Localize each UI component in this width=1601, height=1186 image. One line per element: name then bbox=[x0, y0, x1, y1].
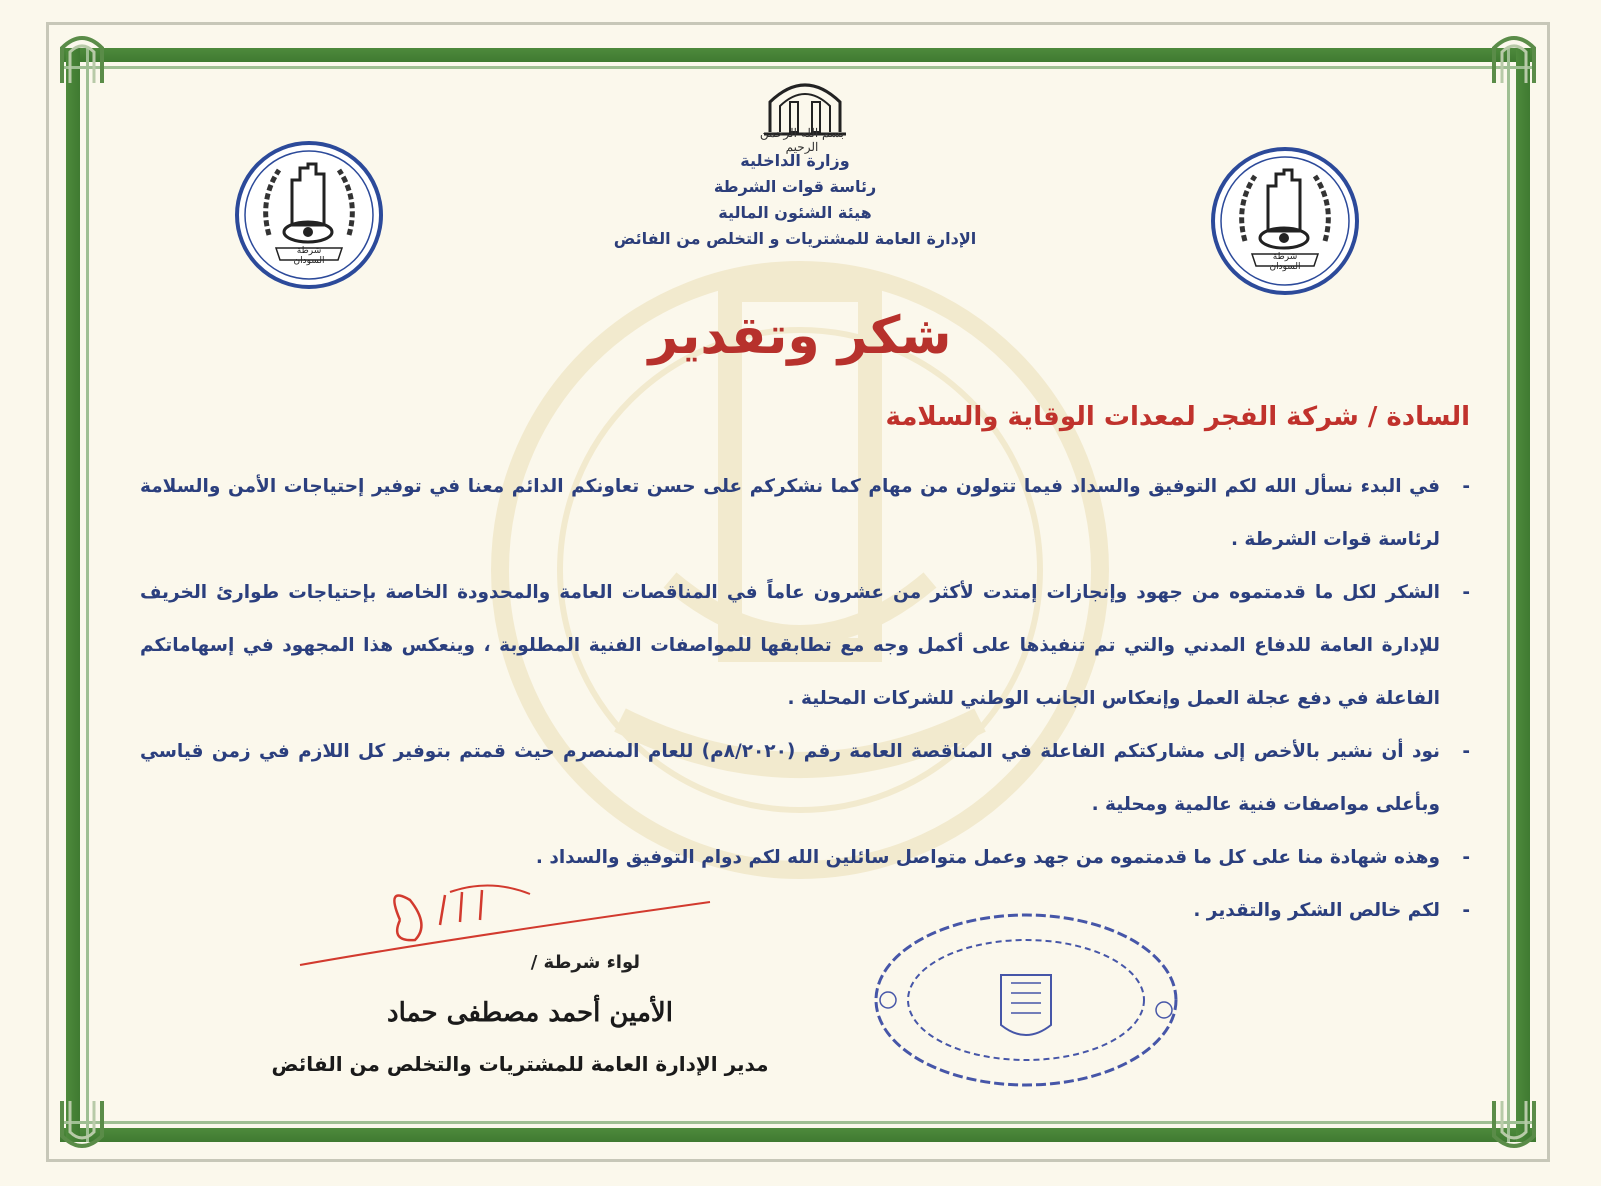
department-name: الإدارة العامة للمشتريات و التخلص من الفائض bbox=[613, 229, 977, 248]
paragraph-text: الشكر لكل ما قدمتموه من جهود وإنجازات إمتدت لأكثر من عشرون عاماً في المناقصات العامة والمحدودة الخاصة بإحتياجات طوارئ الخريف للإدارة العامة للدفاع المدني والتي تم تنفيذها على أكمل وجه مع تطابقها للمواصفات الفنية المطلوبة ، وينعكس هذا المجهود في إسهاماتكم الفاعلة في دفع عجلة العمل وإنعكاس الجانب الوطني للشركات المحلية . bbox=[140, 582, 1440, 709]
border-right bbox=[1516, 48, 1530, 1142]
corner-ornament-icon bbox=[52, 1096, 112, 1156]
border-inner-left bbox=[86, 48, 89, 1142]
bullet-dash: - bbox=[1462, 582, 1470, 603]
authority-name: هيئة الشئون المالية bbox=[718, 203, 872, 222]
recipient-line: السادة / شركة الفجر لمعدات الوقاية والسلامة bbox=[885, 402, 1470, 432]
paragraph-text: وهذه شهادة منا على كل ما قدمتموه من جهد وعمل متواصل سائلين الله لكم دوام التوفيق والسداد . bbox=[535, 847, 1440, 868]
signatory-rank: لواء شرطة / bbox=[530, 952, 640, 973]
emblem-ribbon-text: شرطة السودان bbox=[293, 246, 325, 266]
border-bottom bbox=[60, 1128, 1536, 1142]
border-left bbox=[66, 48, 80, 1142]
signatory-title: مدير الإدارة العامة للمشتريات والتخلص من الفائض bbox=[271, 1052, 769, 1076]
bullet-dash: - bbox=[1462, 900, 1470, 921]
paragraph-text: لكم خالص الشكر والتقدير . bbox=[1193, 900, 1440, 921]
bullet-dash: - bbox=[1462, 847, 1470, 868]
police-emblem-icon bbox=[1210, 146, 1360, 296]
ministry-name: وزارة الداخلية bbox=[740, 151, 850, 170]
presidency-name: رئاسة قوات الشرطة bbox=[713, 177, 877, 196]
handwritten-signature bbox=[290, 880, 720, 990]
corner-ornament-icon bbox=[1484, 1096, 1544, 1156]
corner-ornament-icon bbox=[1484, 28, 1544, 88]
basmala: بسم الله الرحمن الرحيم bbox=[759, 126, 845, 154]
police-emblem-icon bbox=[234, 140, 384, 290]
border-inner-right bbox=[1507, 48, 1510, 1142]
signatory-name: الأمين أحمد مصطفى حماد bbox=[387, 998, 673, 1028]
paragraph-text: في البدء نسأل الله لكم التوفيق والسداد فيما تتولون من مهام كما نشكركم على حسن تعاونكم الدائم معنا في توفير إحتياجات الأمن والسلامة لرئاسة قوات الشرطة . bbox=[140, 476, 1440, 550]
paragraph-text: نود أن نشير بالأخص إلى مشاركتكم الفاعلة في المناقصة العامة رقم (٨/٢٠٢٠م) للعام المنصرم حيث قمتم بتوفير كل اللازم في زمن قياسي وبأعلى مواصفات فنية عالمية ومحلية . bbox=[140, 741, 1440, 815]
border-inner-top bbox=[60, 66, 1536, 69]
police-emblem-right bbox=[1210, 146, 1360, 296]
body-paragraph bbox=[140, 566, 1470, 725]
border-top bbox=[60, 48, 1536, 62]
body-paragraph bbox=[140, 725, 1470, 831]
border-inner-bottom bbox=[60, 1121, 1536, 1124]
corner-ornament-icon bbox=[52, 28, 112, 88]
bullet-dash: - bbox=[1462, 476, 1470, 497]
emblem-ribbon-text: شرطة السودان bbox=[1269, 252, 1301, 272]
certificate-title: شكر وتقدير bbox=[648, 306, 952, 366]
bullet-dash: - bbox=[1462, 741, 1470, 762]
letterhead bbox=[560, 148, 1030, 252]
official-stamp-icon bbox=[866, 905, 1186, 1095]
certificate-body bbox=[140, 460, 1470, 937]
police-emblem-left bbox=[234, 140, 384, 290]
body-paragraph bbox=[140, 460, 1470, 566]
body-paragraph bbox=[140, 831, 1470, 884]
